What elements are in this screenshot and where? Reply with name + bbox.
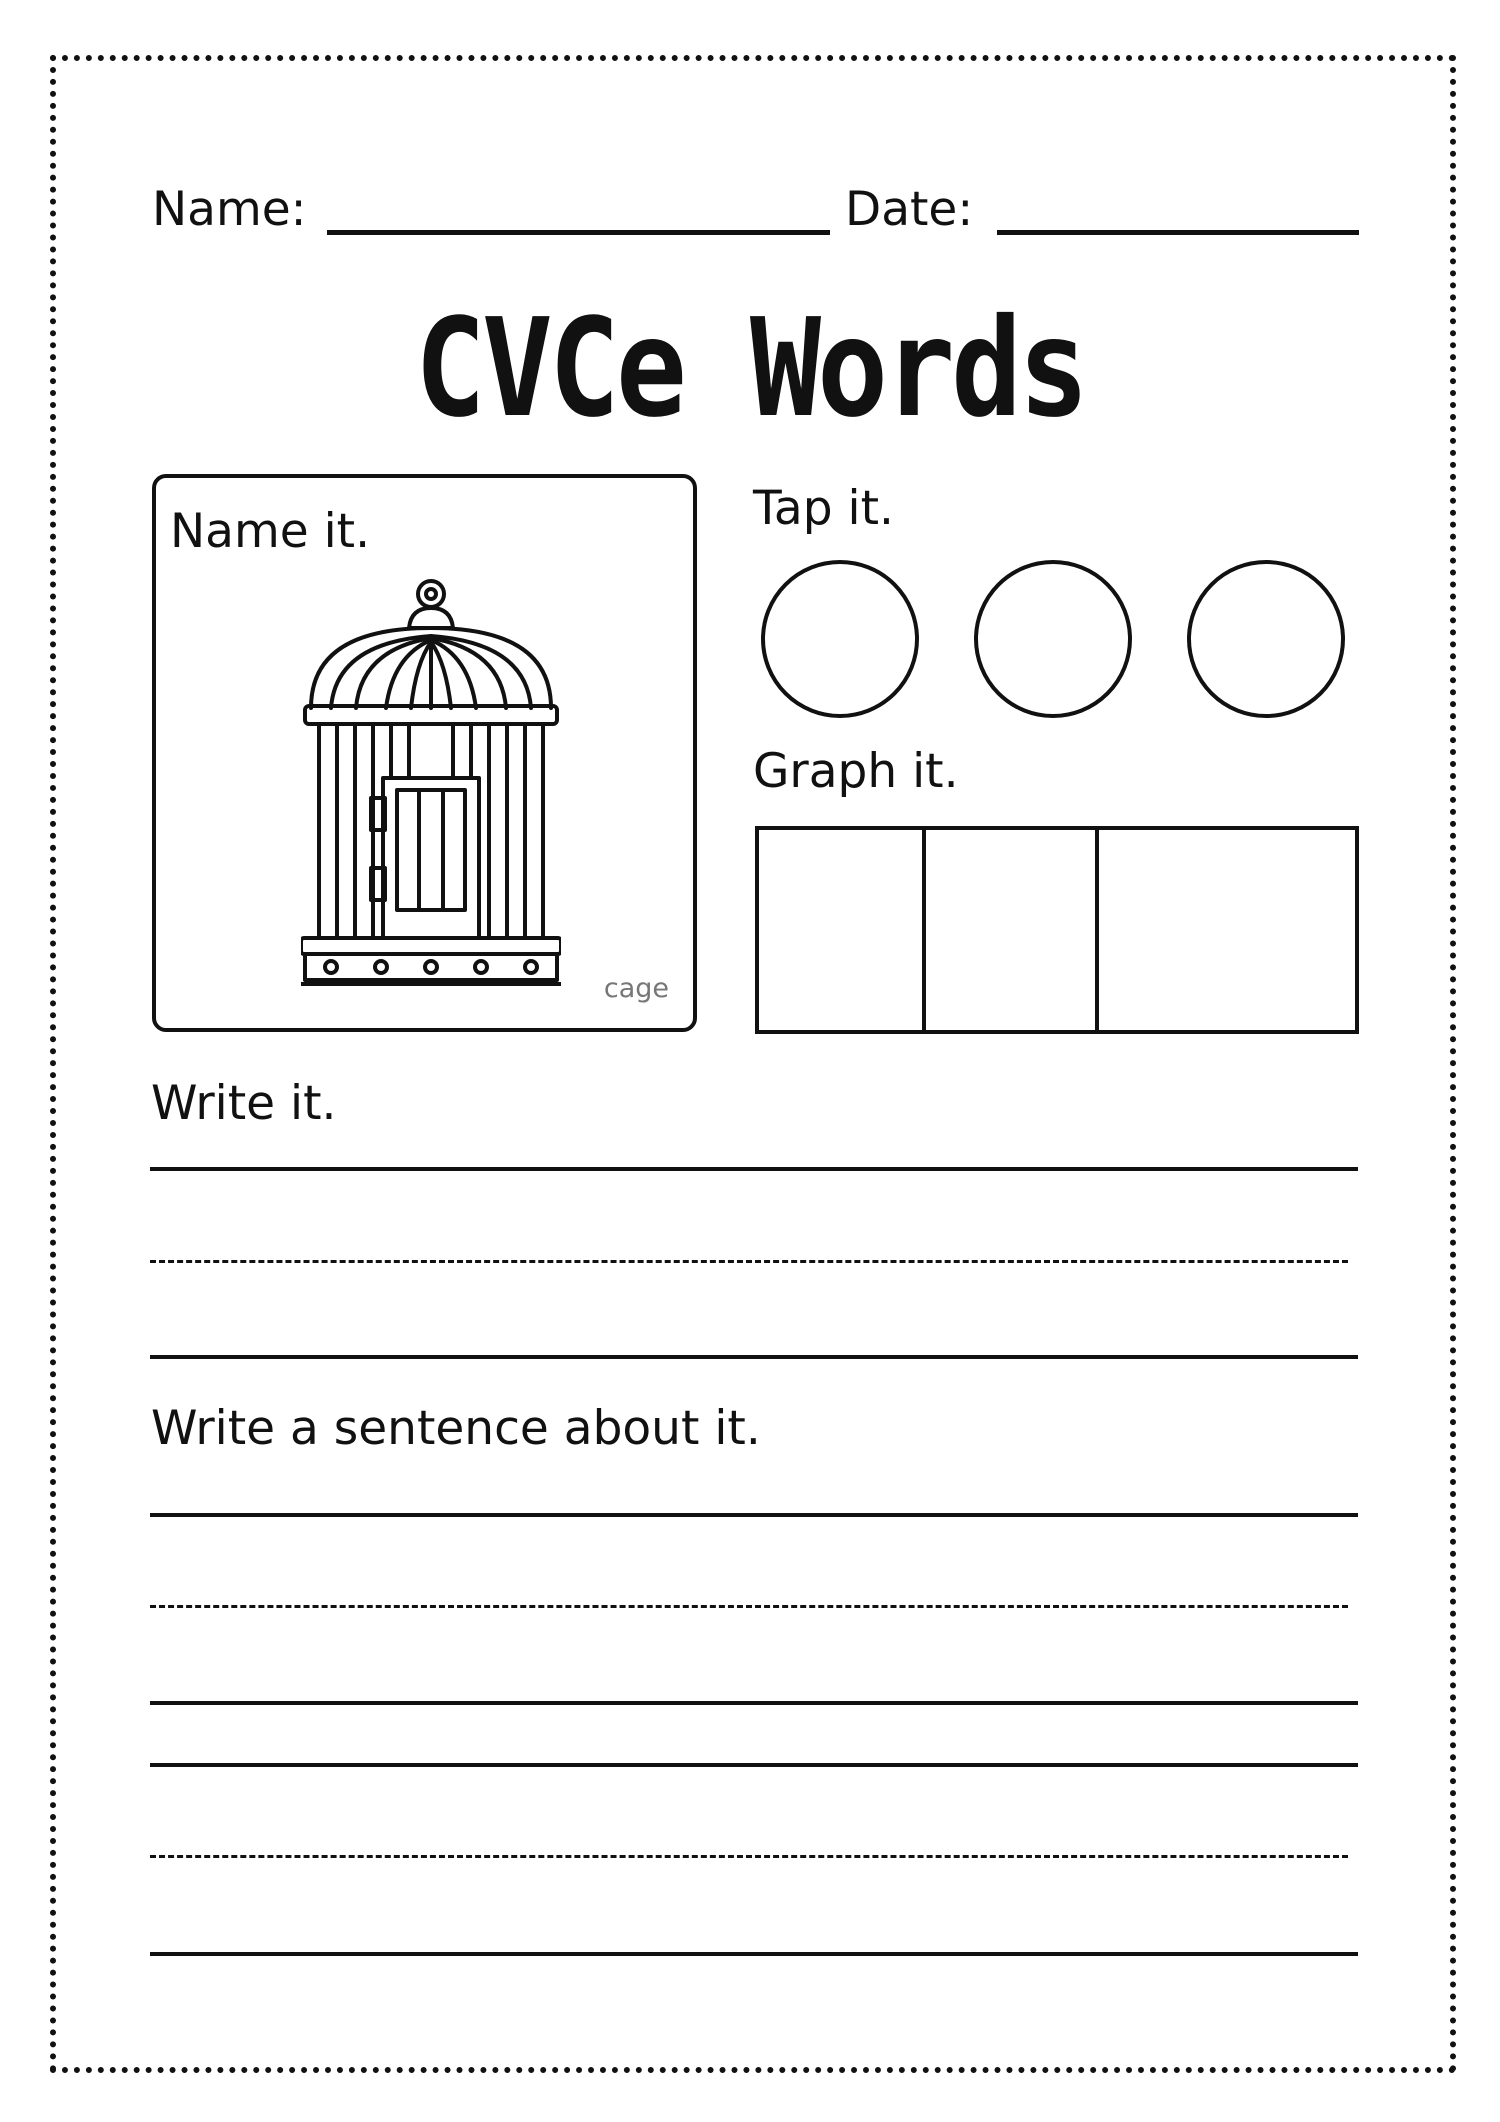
picture-caption: cage [603, 973, 669, 1004]
tap-it-label: Tap it. [753, 481, 894, 536]
date-label: Date: [845, 182, 974, 237]
graph-box[interactable] [1099, 830, 1355, 1030]
midline [150, 1855, 1348, 1858]
baseline [150, 1701, 1358, 1705]
writing-line[interactable] [150, 1513, 1358, 1517]
baseline [150, 1952, 1358, 1956]
name-it-box [152, 474, 697, 1032]
name-field[interactable] [327, 230, 830, 235]
midline [150, 1260, 1348, 1263]
writing-line[interactable] [150, 1763, 1358, 1767]
graph-it-label: Graph it. [753, 744, 959, 799]
name-label: Name: [152, 182, 307, 237]
graph-box[interactable] [759, 830, 926, 1030]
date-field[interactable] [997, 230, 1359, 235]
graph-boxes [755, 826, 1359, 1034]
tap-circle[interactable] [974, 560, 1132, 718]
tap-circle[interactable] [761, 560, 919, 718]
name-it-label: Name it. [170, 504, 371, 559]
page-title: CVCe Words [414, 288, 1086, 448]
sentence-label: Write a sentence about it. [151, 1401, 761, 1456]
baseline [150, 1355, 1358, 1359]
graph-box[interactable] [926, 830, 1099, 1030]
midline [150, 1605, 1348, 1608]
birdcage-icon [301, 578, 561, 993]
write-it-label: Write it. [151, 1076, 337, 1131]
writing-line[interactable] [150, 1167, 1358, 1171]
tap-circle[interactable] [1187, 560, 1345, 718]
